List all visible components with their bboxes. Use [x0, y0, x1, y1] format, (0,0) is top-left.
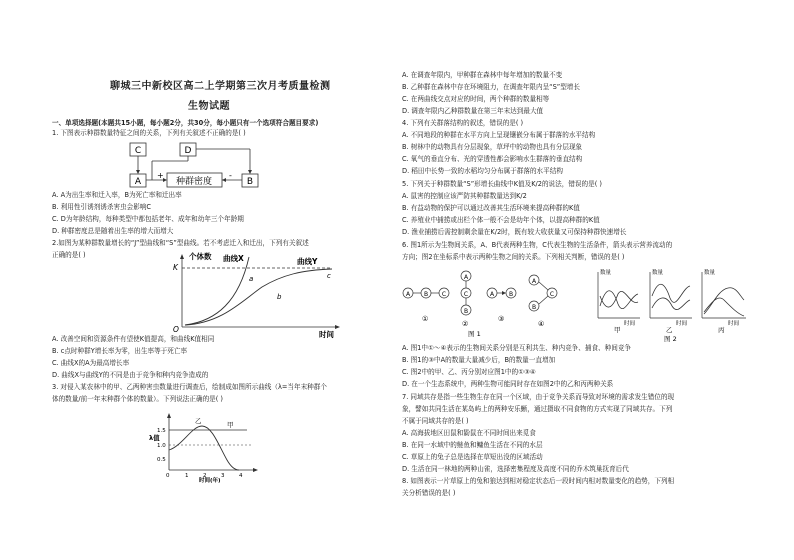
q3-tick-x0: 0 — [166, 473, 170, 479]
q1-option-c: C. D为年龄结构，每种类型中都包括老年、成年和幼年三个年龄期 — [52, 215, 244, 223]
q7-stem-1: 7. 同域共存是指一些生物生存在同一个区域，由于竞争关系而导致对环境的需求发生错位的现 — [402, 393, 675, 401]
q7-stem-2: 象，譬如共同生活在某岛屿上的两种安乐蜥，通过摄取不同食物的方式实现了同域共存。下列 — [402, 405, 673, 413]
fig2-bing-label: 丙 — [718, 326, 725, 334]
fig1-r1-c: C — [441, 291, 447, 298]
fig2-jia-ylabel: 数量 — [600, 270, 612, 276]
q3-tick-x1: 1 — [185, 473, 189, 479]
q6-figure-2 — [594, 266, 754, 342]
q2-point-b: b — [277, 293, 282, 301]
fig1-r1-a: A — [405, 291, 411, 298]
q7-option-a: A. 高海拔地区田鼠和鼢鼠在不同时间出来觅食 — [402, 429, 536, 437]
q2-point-c: c — [327, 272, 331, 280]
q2-option-a: A. 改善空间和资源条件有望使K值提高，和曲线K值相同 — [52, 335, 215, 343]
q3-option-c: C. 在两曲线交点对应的时间，两个种群的数量相等 — [402, 95, 550, 103]
fig1-n2: ② — [462, 320, 469, 328]
q3-label-yi: 乙 — [195, 417, 202, 425]
exam-subject: 生物试题 — [188, 101, 230, 112]
q1-label-a: A — [134, 177, 142, 187]
q3-tick-x4: 4 — [239, 473, 243, 479]
q4-stem: 4. 下列有关群落结构的叙述，错误的是( ) — [402, 119, 524, 127]
fig2-jia-xlabel: 时间 — [624, 321, 636, 327]
fig2-jia-label: 甲 — [614, 326, 621, 334]
q4-option-a: A. 不同地段的种群在水平方向上呈现镶嵌分布属于群落的水平结构 — [402, 131, 596, 139]
q3-x-label: 时间(年) — [199, 478, 221, 484]
q2-option-b: B. c点时种群Y增长率为零，出生率等于死亡率 — [52, 347, 188, 355]
q1-option-b: B. 利用性引诱剂诱杀害虫会影响C — [52, 203, 152, 211]
fig2-yi-ylabel: 数量 — [652, 270, 664, 276]
q1-minus: - — [229, 171, 232, 180]
fig1-r2-b: B — [463, 308, 469, 315]
q2-y-label: 个体数 — [189, 252, 212, 261]
q3-lambda-graph — [147, 410, 267, 482]
q7-option-b: B. 在同一水域中的鲢鱼和鳙鱼生活在不同的水层 — [402, 441, 543, 449]
fig1-n3: ③ — [498, 315, 505, 323]
q6-stem-1: 6. 图1所示为生物间关系，A、B代表两种生物，C代表生物的生活条件，箭头表示营养流动的 — [402, 241, 673, 249]
fig1-n4: ④ — [538, 320, 545, 328]
q2-x-label: 时间 — [319, 330, 334, 339]
q5-option-a: A. 鼠害的控制应该严防其种群数量达到K/2 — [402, 192, 527, 200]
fig1-n1: ① — [422, 315, 429, 323]
q5-option-b: B. 有益动物的保护可以通过改善其生活环境来提高种群的K值 — [402, 204, 580, 212]
q1-option-a: A. A为出生率和迁入率，B为死亡率和迁出率 — [52, 191, 182, 199]
q7-option-c: C. 草原上的兔子总是选择在草短出没的区域活动 — [402, 453, 543, 461]
q3-tick-10: 1.0 — [157, 443, 166, 449]
q3-stem-2: 体的数量/前一年末种群个体的数量）。下列说法正确的是( ) — [52, 395, 224, 403]
q4-option-b: B. 树林中的动物具有分层现象，草坪中的动物也具有分层现象 — [402, 143, 583, 151]
q3-y-label: λ值 — [149, 434, 160, 442]
fig2-panel-yi — [650, 268, 692, 334]
q8-stem-2: 关分析错误的是( ) — [402, 489, 456, 497]
q1-label-center: 种群密度 — [175, 177, 213, 187]
fig1-r3-b: B — [508, 291, 514, 298]
q3-option-b: B. 乙种群在森林中存在环境阻力，在调查年限内呈“S”型增长 — [402, 83, 580, 91]
q1-label-c: C — [134, 146, 142, 156]
fig1-r2-a: A — [463, 274, 469, 281]
section-heading: 一、单项选择题(本题共15小题，每小题2分，共30分，每小题只有一个选项符合题目要求) — [52, 119, 319, 127]
q2-curve-y-label: 曲线Y — [297, 257, 318, 266]
fig2-yi-xlabel: 时间 — [676, 321, 688, 327]
q2-option-c: C. 曲线X的A为最高增长率 — [52, 359, 130, 367]
q2-stem-1: 2.如图为某种群数量增长的“J”型曲线和“S”型曲线。若不考虑迁入和迁出，下列有关叙述 — [52, 239, 309, 247]
fig1-r4-b: B — [531, 304, 537, 311]
fig1-r2-c: C — [463, 291, 469, 298]
q2-curve-x-label: 曲线X — [223, 254, 244, 263]
q1-option-d: D. 种群密度总是随着出生率的增大而增大 — [52, 227, 174, 235]
q3-option-a: A. 在调查年限内，甲种群在森林中每年增加的数量不变 — [402, 71, 563, 79]
q3-option-d: D. 调查年限内乙种群数量在第三年末达到最大值 — [402, 107, 544, 115]
q2-curve-x — [185, 257, 249, 325]
fig1-relation-4 — [529, 275, 557, 328]
q1-label-d: D — [184, 146, 192, 156]
fig2-bing-ylabel: 数量 — [704, 270, 716, 276]
q6-option-a: A. 图1中①～④表示的生物间关系分别是互利共生、种内竞争、捕食、种间竞争 — [402, 344, 632, 352]
q2-growth-curve-graph — [167, 251, 367, 339]
q7-option-d: D. 生活在同一林地的两种山雀，选择密集程度及高度不同的乔木筑巢抚育后代 — [402, 465, 629, 473]
q6-option-c: C. 图2中的甲、乙、丙分别对应图1中的①③④ — [402, 368, 536, 376]
q5-option-c: C. 养殖业中捕捞或出栏个体一般不会是幼年个体，以提高种群的K值 — [402, 216, 600, 224]
q3-tick-x2: 2 — [203, 473, 207, 479]
fig2-caption: 图 2 — [664, 335, 677, 343]
fig1-relation-1 — [403, 288, 449, 323]
fig1-r4-c: C — [549, 291, 555, 298]
q3-tick-05: 0.5 — [157, 457, 166, 463]
fig1-r1-b: B — [423, 291, 429, 298]
fig1-r3-a: A — [489, 291, 495, 298]
q6-option-b: B. 图1的③中A的数量大量减少后，B的数量一直增加 — [402, 356, 556, 364]
fig1-relation-2 — [461, 271, 471, 328]
exam-title: 聊城三中新校区高二上学期第三次月考质量检测 — [110, 81, 331, 92]
q2-curve-y — [185, 269, 332, 325]
q2-point-a: a — [249, 275, 254, 283]
q1-stem: 1. 下图表示种群数量特征之间的关系，下列有关叙述不正确的是( ) — [52, 129, 246, 137]
fig1-relation-3 — [487, 288, 516, 323]
q3-stem-1: 3. 对侵入某农林中的甲、乙两种害虫数量进行调查后，绘制成如图所示曲线（λ=当年末种群个 — [52, 383, 327, 391]
q3-tick-15: 1.5 — [157, 428, 166, 434]
q1-plus: + — [157, 171, 164, 180]
q2-o-label: O — [173, 325, 179, 334]
q6-stem-2: 方向；图2在坐标系中表示两种生物之间的关系。下列相关判断，错误的是( ) — [402, 253, 625, 261]
q3-label-jia: 甲 — [227, 421, 234, 429]
fig2-yi-label: 乙 — [666, 326, 673, 334]
q2-stem-2: 正确的是( ) — [52, 251, 86, 259]
fig2-panel-bing — [702, 268, 746, 334]
q1-population-diagram — [122, 141, 322, 189]
q6-option-d: D. 在一个生态系统中，两种生物可能同时存在如图2中的乙和丙两种关系 — [402, 380, 614, 388]
q3-tick-x3: 3 — [221, 473, 225, 479]
q5-option-d: D. 渔业捕捞后需控制剩余量在K/2时，既有较大收获量又可保持种群快速增长 — [402, 228, 627, 236]
q4-option-d: D. 稻田中长势一致的水稻均匀分布属于群落的水平结构 — [402, 167, 563, 175]
q1-label-b: B — [246, 177, 254, 187]
q2-option-d: D. 曲线X与曲线Y的不同是由于竞争和种内竞争造成的 — [52, 371, 209, 379]
q5-stem: 5. 下列关于种群数量“S”形增长曲线中K值及K/2的说法，错误的是( ) — [402, 180, 602, 188]
q4-option-c: C. 氧气的垂直分布、光的穿透性都会影响水生群落的垂直结构 — [402, 155, 583, 163]
fig1-r4-a: A — [531, 278, 537, 285]
q3-curve-yi — [169, 426, 239, 470]
q6-figure-1 — [402, 266, 572, 338]
q7-stem-3: 不属于同域共存的是( ) — [402, 417, 469, 425]
fig1-caption: 图 1 — [468, 330, 481, 338]
fig2-panel-jia — [598, 268, 640, 334]
q2-k-label: K — [173, 263, 178, 272]
q8-stem-1: 8. 如图表示一片草原上的兔和狼达到相对稳定状态后一段时间内相对数量变化的趋势，下列相 — [402, 477, 675, 485]
fig2-bing-xlabel: 时间 — [728, 321, 740, 327]
